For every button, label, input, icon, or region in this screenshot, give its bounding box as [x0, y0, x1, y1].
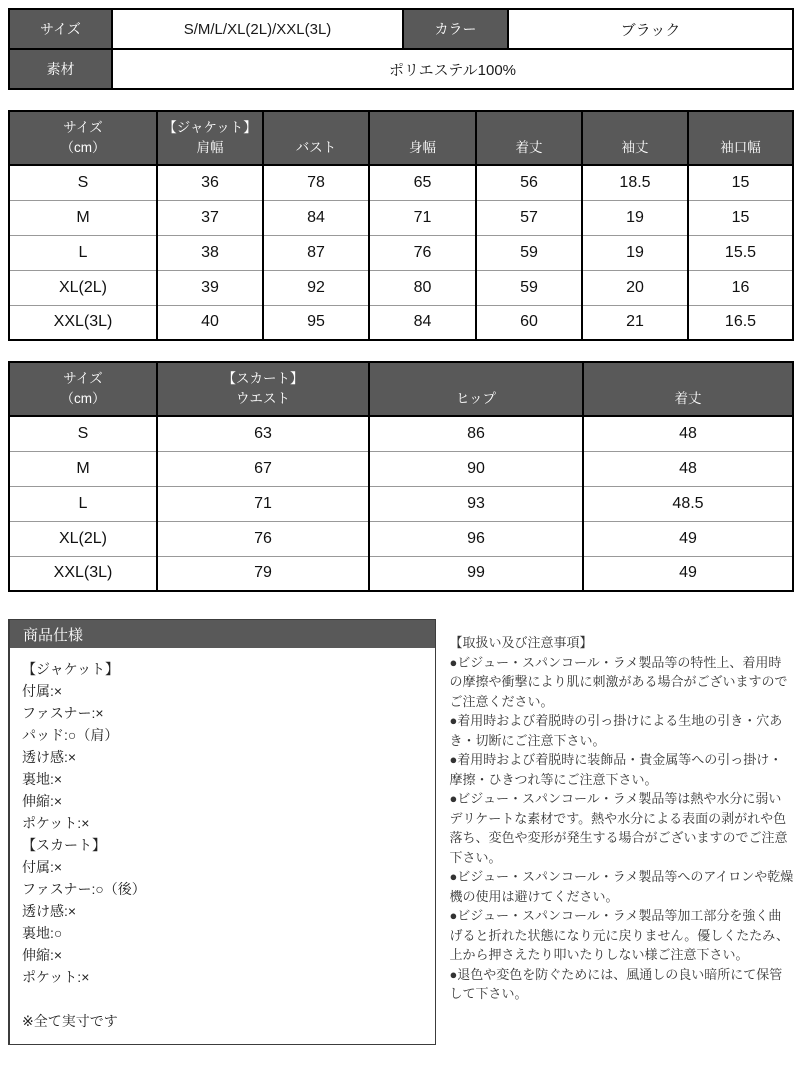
- value-cell: 19: [582, 200, 688, 235]
- table-row: [9, 521, 793, 556]
- header-line: [689, 118, 792, 138]
- table-row: [9, 200, 793, 235]
- spec-line-note: ※全て実寸です: [22, 1013, 118, 1029]
- spec-line: 付属:×: [22, 859, 63, 875]
- header-line: ウエスト: [236, 391, 290, 406]
- table-row: [9, 416, 793, 451]
- spec-line: 【スカート】: [22, 837, 106, 853]
- value-cell: 48: [583, 416, 793, 451]
- table-row: [9, 235, 793, 270]
- value-cell: 59: [476, 235, 582, 270]
- header-line: [370, 369, 582, 389]
- value-cell: 67: [157, 451, 369, 486]
- value-cell: 90: [369, 451, 583, 486]
- spec-line: ファスナー:×: [22, 705, 104, 721]
- header-line: 身幅: [409, 140, 436, 155]
- header-line: （cm）: [60, 140, 106, 155]
- value-cell: 16.5: [688, 305, 793, 340]
- material-value-cell: ポリエステル100%: [112, 49, 793, 89]
- spec-line: 透け感:×: [22, 903, 77, 919]
- value-cell: 38: [157, 235, 263, 270]
- value-cell: 21: [582, 305, 688, 340]
- size-cell: M: [9, 451, 157, 486]
- column-header-sleeve: [582, 111, 688, 165]
- value-cell: 19: [582, 235, 688, 270]
- value-cell: 18.5: [582, 165, 688, 200]
- header-line: サイズ: [63, 120, 103, 135]
- header-line: バスト: [295, 140, 337, 155]
- table-row: [9, 556, 793, 591]
- size-label-cell: サイズ: [9, 9, 112, 49]
- handling-note-item: ●ビジュー・スパンコール・ラメ製品等の特性上、着用時の摩擦や衝撃により肌に刺激がある場合がございますのでご注意ください。: [449, 654, 788, 709]
- table-row: [9, 486, 793, 521]
- size-cell: XL(2L): [9, 521, 157, 556]
- basic-info-table: [8, 8, 794, 90]
- handling-note-item: ●着用時および着脱時に装飾品・貴金属等への引っ掛け・摩擦・ひきつれ等にご注意下さい。: [449, 752, 783, 787]
- value-cell: 78: [263, 165, 369, 200]
- header-line: 袖口幅: [720, 140, 761, 155]
- spec-line: ポケット:×: [22, 815, 90, 831]
- value-cell: 63: [157, 416, 369, 451]
- table-row: [9, 49, 793, 89]
- value-cell: 87: [263, 235, 369, 270]
- size-cell: XXL(3L): [9, 305, 157, 340]
- spec-line: 伸縮:×: [22, 947, 63, 963]
- spec-line: ファスナー:○（後）: [22, 881, 146, 897]
- value-cell: 84: [369, 305, 476, 340]
- spec-line: 透け感:×: [22, 749, 77, 765]
- handling-note-item: ●退色や変色を防ぐためには、風通しの良い暗所にて保管して下さい。: [449, 966, 783, 1001]
- value-cell: 84: [263, 200, 369, 235]
- spec-line: 付属:×: [22, 683, 63, 699]
- header-row: [9, 362, 793, 416]
- value-cell: 57: [476, 200, 582, 235]
- value-cell: 79: [157, 556, 369, 591]
- bottom-section: [8, 619, 794, 1045]
- header-line: 着丈: [515, 140, 543, 155]
- table-row: [9, 451, 793, 486]
- value-cell: 49: [583, 556, 793, 591]
- header-line: 着丈: [674, 391, 702, 406]
- header-line: ヒップ: [455, 391, 497, 406]
- header-line: [477, 118, 581, 138]
- value-cell: 92: [263, 270, 369, 305]
- material-label-cell: 素材: [9, 49, 112, 89]
- handling-notes: [449, 619, 794, 1004]
- spec-line: ポケット:×: [22, 969, 90, 985]
- value-cell: 96: [369, 521, 583, 556]
- handling-note-item: ●着用時および着脱時の引っ掛けによる生地の引き・穴あき・切断にご注意下さい。: [449, 713, 783, 748]
- column-header-cuff: [688, 111, 793, 165]
- column-header-width: [369, 111, 476, 165]
- value-cell: 15.5: [688, 235, 793, 270]
- spec-line: 伸縮:×: [22, 793, 63, 809]
- header-line: 肩幅: [196, 140, 224, 155]
- color-value-cell: ブラック: [508, 9, 793, 49]
- handling-note-item: ●ビジュー・スパンコール・ラメ製品等加工部分を強く曲げると折れた状態になり元に戻りません。優しくたたみ、上から押さえたり叩いたりしない様ご注意下さい。: [449, 908, 790, 962]
- header-line: 【スカート】: [222, 371, 304, 386]
- size-value-cell: S/M/L/XL(2L)/XXL(3L): [112, 9, 403, 49]
- header-line: [583, 118, 687, 138]
- column-header-bust: [263, 111, 369, 165]
- jacket-size-table: [8, 110, 794, 341]
- value-cell: 15: [688, 200, 793, 235]
- handling-note-item: ●ビジュー・スパンコール・ラメ製品等へのアイロンや乾燥機の使用は避けてください。: [449, 869, 794, 904]
- spec-line: 裏地:×: [22, 771, 63, 787]
- value-cell: 16: [688, 270, 793, 305]
- table-row: [9, 9, 793, 49]
- size-cell: S: [9, 165, 157, 200]
- column-header-length: [583, 362, 793, 416]
- header-line: [370, 118, 475, 138]
- value-cell: 36: [157, 165, 263, 200]
- header-line: [584, 369, 792, 389]
- table-row: [9, 165, 793, 200]
- header-row: [9, 111, 793, 165]
- size-cell: S: [9, 416, 157, 451]
- spec-line: 裏地:○: [22, 925, 63, 941]
- value-cell: 60: [476, 305, 582, 340]
- header-line: サイズ: [63, 371, 103, 386]
- spec-line: 【ジャケット】: [22, 661, 120, 677]
- value-cell: 39: [157, 270, 263, 305]
- value-cell: 71: [157, 486, 369, 521]
- size-cell: L: [9, 486, 157, 521]
- value-cell: 86: [369, 416, 583, 451]
- column-header-waist: [157, 362, 369, 416]
- table-row: [9, 305, 793, 340]
- handling-notes-title: 【取扱い及び注意事項】: [449, 635, 593, 650]
- column-header-hip: [369, 362, 583, 416]
- value-cell: 15: [688, 165, 793, 200]
- value-cell: 49: [583, 521, 793, 556]
- value-cell: 48: [583, 451, 793, 486]
- value-cell: 48.5: [583, 486, 793, 521]
- value-cell: 20: [582, 270, 688, 305]
- value-cell: 76: [157, 521, 369, 556]
- product-spec-box: [8, 619, 436, 1045]
- value-cell: 95: [263, 305, 369, 340]
- header-line: 【ジャケット】: [163, 120, 257, 135]
- size-cell: L: [9, 235, 157, 270]
- column-header-shoulder: [157, 111, 263, 165]
- value-cell: 40: [157, 305, 263, 340]
- header-line: （cm）: [60, 391, 106, 406]
- value-cell: 80: [369, 270, 476, 305]
- value-cell: 76: [369, 235, 476, 270]
- table-row: [9, 270, 793, 305]
- product-spec-page: [8, 8, 794, 1045]
- size-cell: M: [9, 200, 157, 235]
- size-cell: XXL(3L): [9, 556, 157, 591]
- product-spec-title: 商品仕様: [10, 620, 435, 648]
- product-spec-list: [10, 648, 435, 1044]
- header-line: 袖丈: [621, 140, 649, 155]
- skirt-size-table: [8, 361, 794, 592]
- value-cell: 93: [369, 486, 583, 521]
- value-cell: 59: [476, 270, 582, 305]
- spec-line-blank: [22, 988, 423, 1010]
- value-cell: 99: [369, 556, 583, 591]
- value-cell: 71: [369, 200, 476, 235]
- value-cell: 56: [476, 165, 582, 200]
- column-header-size: [9, 362, 157, 416]
- column-header-size: [9, 111, 157, 165]
- spec-line: パッド:○（肩）: [22, 727, 119, 743]
- color-label-cell: カラー: [403, 9, 508, 49]
- header-line: [264, 118, 368, 138]
- size-cell: XL(2L): [9, 270, 157, 305]
- value-cell: 65: [369, 165, 476, 200]
- handling-note-item: ●ビジュー・スパンコール・ラメ製品等は熱や水分に弱いデリケートな素材です。熱や水分による表面の剥がれや色落ち、変色や変形が発生する場合がございますのでご注意下さい。: [449, 791, 788, 865]
- value-cell: 37: [157, 200, 263, 235]
- column-header-length: [476, 111, 582, 165]
